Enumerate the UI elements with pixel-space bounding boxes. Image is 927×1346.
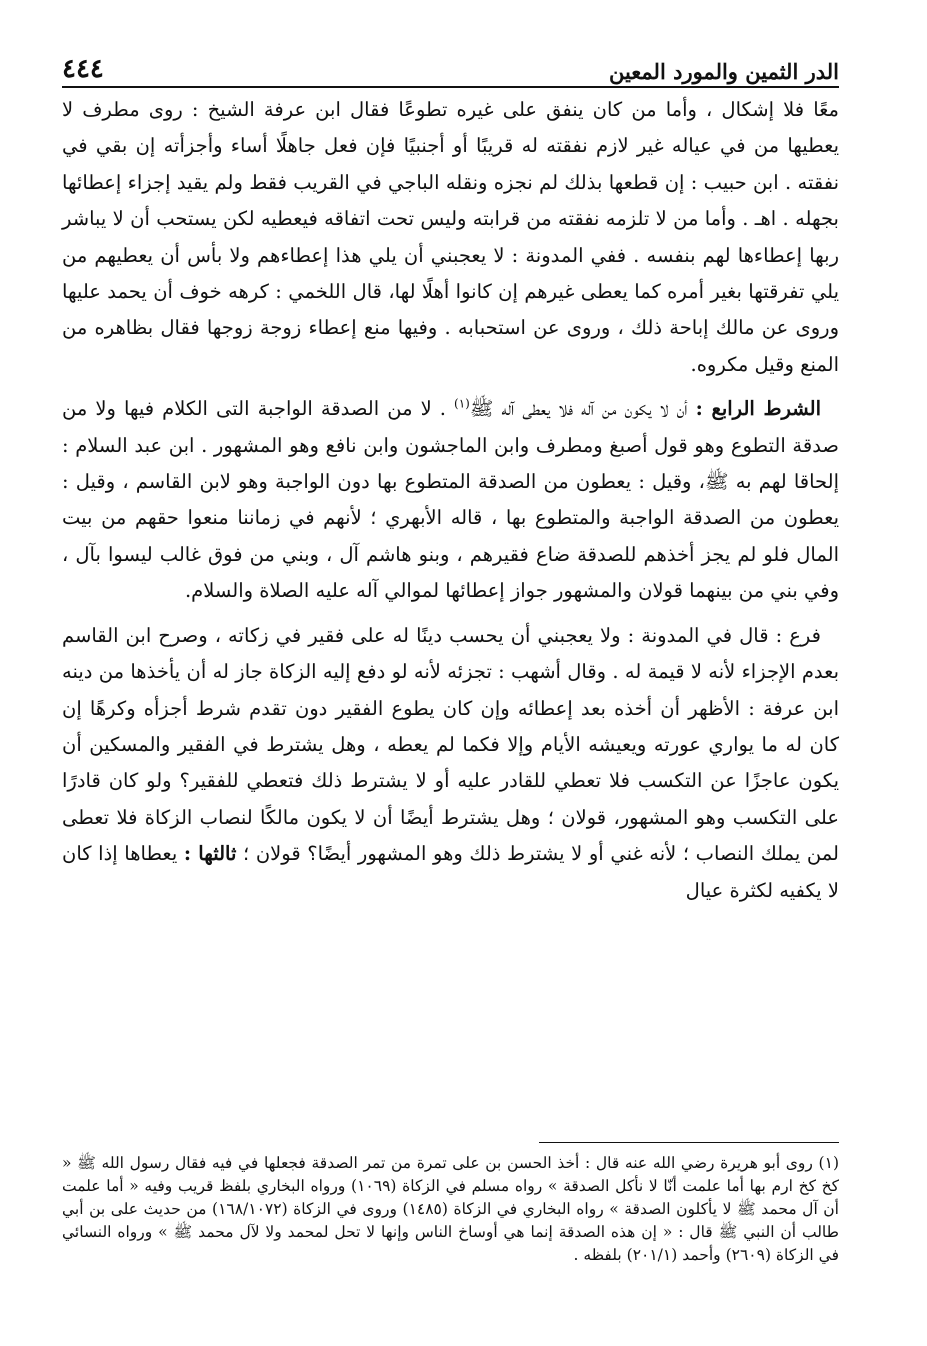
bold-term-third: ثالثها : [183,842,237,866]
section-heading-fourth-condition: الشرط الرابع : [695,397,821,421]
page-number: ٤٤٤ [62,54,104,84]
paragraph-3-text-a: فرع : قال في المدونة : ولا يعجبني أن يحسب دينًا له على فقير في زكاته ، وصرح ابن القاسم بعدم الإجزاء لأنه لا قيمة له . وقال أشهب : تجزئه لأنه لو دفع إليه الزكاة جاز له أن يأخذها من دينه ابن عرفة : الأظهر أن أخذه بعد إعطائه وإن كان يطوع الفقير دون تقدم شرط أجزأه وكرهًا إن كان له ما يواري عورته ويعيشه الأيام وإلا فكما لم يعطه ، وهل يشترط في الفقير والمسكين أن يكون عاجزًا عن التكسب فلا تعطي للقادر عليه أو لا يشترط ذلك فتعطي للفقير؟ ولو كان قادرًا على التكسب وهو المشهور، قولان ؛ وهل يشترط أيضًا أن لا يكون مالكًا لنصاب الزكاة فلا تعطى لمن يملك النصاب ؛ لأنه غني أو لا يشترط ذلك وهو المشهور أيضًا؟ قولان ؛ [62,623,839,866]
paragraph-2-text-b: . لا من الصدقة الواجبة التى الكلام فيها ولا من صدقة التطوع وهو قول أصبغ ومطرف وابن الماجشون وابن نافع وهو المشهور . ابن عبد السلام : إلحاقا لهم به ﷺ، وقيل : يعطون من الصدقة المتطوع بها دون الواجبة وهو لابن القاسم ، وقيل : يعطون من الصدقة الواجبة والمتطوع بها ، قاله الأبهري ؛ لأنهم في زماننا منعوا حقهم من بيت المال فلو لم يجز أخذهم للصدقة ضاع فقيرهم ، وبنو هاشم آل ، وبني من فوق غالب ليسوا بآل ، وفي بني من بينهما قولان والمشهور جواز إعطائها لموالي آله عليه الصلاة والسلام. [62,397,839,603]
paragraph-3-text-b: يعطاها إذا كان لا يكفيه لكثرة عيال [62,842,839,902]
footnotes [62,1152,839,1267]
footnote-reference-1[interactable]: (١) [454,396,470,411]
page-header [62,38,839,88]
footnote-divider [539,1142,839,1143]
main-text [62,92,839,917]
paragraph-2-text-a: أن لا يكون من آله فلا يعطى آله ﷺ [469,397,696,421]
paragraph-2 [62,391,839,609]
running-title: الدر الثمين والمورد المعين [608,59,839,84]
footnote-1: (١) روى أبو هريرة رضي الله عنه قال : أخذ الحسن بن على تمرة من تمر الصدقة فجعلها في فيه فقال رسول الله ﷺ « كخ كخ ارم بها أما علمت أنّا لا نأكل الصدقة » رواه مسلم في الزكاة (١٠٦٩) ورواه البخاري بلفظ قريب وفيه « أما علمت أن آل محمد ﷺ لا يأكلون الصدقة » رواه البخاري في الزكاة (١٤٨٥) وروى في الزكاة (١٦٨/١٠٧٢) من حديث على بن أبي طالب أن النبي ﷺ قال : « إن هذه الصدقة إنما هي أوساخ الناس وإنها لا تحل لمحمد ولا لآل محمد ﷺ » ورواه النسائي في الزكاة (٢٦٠٩) وأحمد (٢٠١/١) بلفظه . [62,1154,840,1264]
paragraph-1: معًا فلا إشكال ، وأما من كان ينفق على غيره تطوعًا فقال ابن عرفة الشيخ : روى مطرف لا يعطيها من في عياله غير لازم نفقته له قريبًا أو أجنبيًا فإن فعل جاهلًا أساء وأجزأته إن بقي في نفقته . ابن حبيب : إن قطعها بذلك لم نجزه ونقله الباجي في القريب فقط ولم يقيد إجزاء إعطائها بجهله . اهـ . وأما من لا تلزمه نفقته من قرابته وليس تحت اتفاقه فيعطيه لكن يستحب أن لا يباشر ربها إعطاءها لهم بنفسه . ففي المدونة : لا يعجبني أن يلي هذا إعطاءهم ولا بأس أن يعطيهم من يلي تفرقتها بغير أمره كما يعطى غيرهم إن كانوا أهلًا لها، قال اللخمي : كرهه خوف أن يحمد عليها وروى عن مالك إباحة ذلك ، وروى عن استحبابه . وفيها منع إعطاء زوجة زوجها فقال بظاهره من المنع وقيل مكروه. [62,98,839,376]
paragraph-3 [62,618,839,909]
